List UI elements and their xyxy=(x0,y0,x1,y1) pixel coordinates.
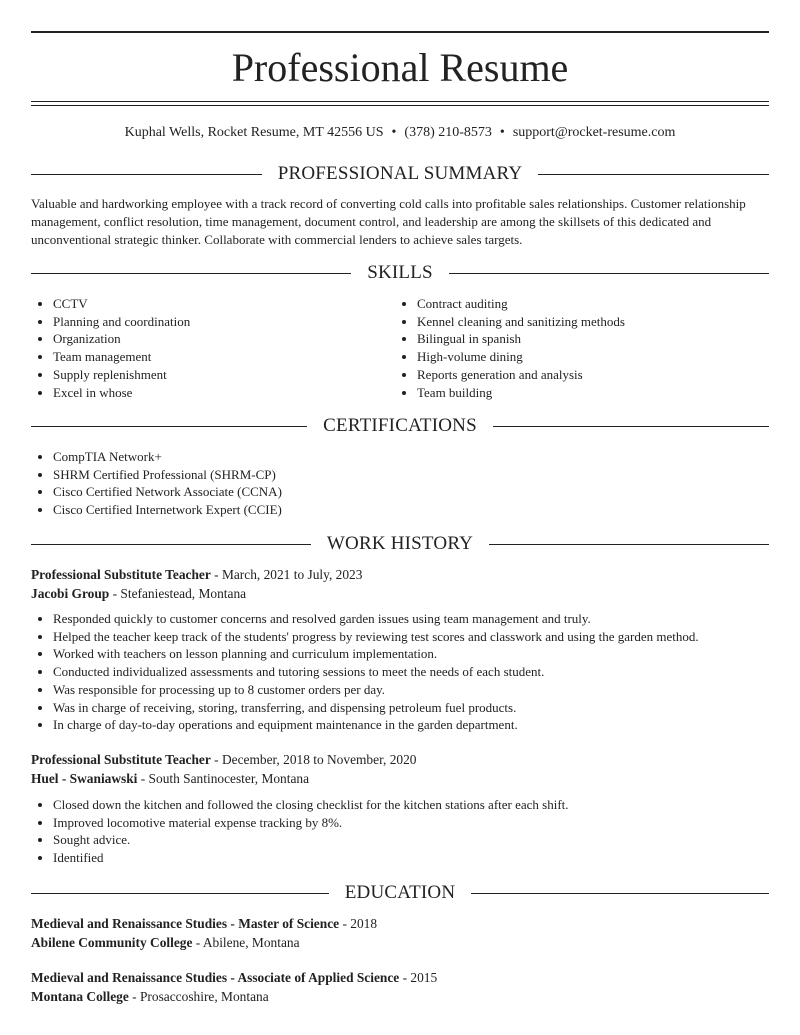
job-entry xyxy=(31,566,771,734)
education-entry xyxy=(31,969,771,1006)
skill-item: • Excel in whose xyxy=(53,384,371,402)
skill-item: • Team building xyxy=(417,384,765,402)
education-year: - 2018 xyxy=(339,916,378,931)
job-bullet: • Was in charge of receiving, storing, transferring, and dispensing petroleum fuel products. xyxy=(53,699,771,717)
education-degree-line xyxy=(31,969,771,988)
job-bullet: • Conducted individualized assessments and tutoring sessions to meet the needs of each student. xyxy=(53,663,771,681)
contact-separator: • xyxy=(499,125,505,140)
job-company-line xyxy=(31,770,771,789)
top-rule xyxy=(31,31,769,33)
job-bullet: • In charge of day-to-day operations and equipment maintenance in the garden department. xyxy=(53,716,771,734)
summary-heading xyxy=(31,162,769,186)
education-location: - Prosaccoshire, Montana xyxy=(128,988,269,1004)
skill-item: • High-volume dining xyxy=(417,348,765,366)
job-bullet: • Was responsible for processing up to 8 customer orders per day. xyxy=(53,681,771,699)
job-title: Professional Substitute Teacher xyxy=(31,752,211,767)
heading-rule-right xyxy=(493,426,769,427)
job-company-line xyxy=(31,585,771,604)
job-title-line xyxy=(31,751,771,770)
summary-text: Valuable and hardworking employee with a track record of converting cold calls into profitable sales relationships. Customer relationship management, conflict resolution, time management, document control, and leadership are among the skillsets of this dedicated and unconventional strategic thinker. Collaborate with commercial lenders to achieve sales targets. xyxy=(31,196,746,247)
contact-email: support@rocket-resume.com xyxy=(512,125,676,140)
certifications-list xyxy=(31,448,731,519)
summary-heading-label: PROFESSIONAL SUMMARY xyxy=(277,163,523,184)
heading-rule-left xyxy=(31,426,307,427)
education-school-line xyxy=(31,988,771,1007)
job-bullets xyxy=(31,796,771,867)
job-location: - South Santinocester, Montana xyxy=(137,770,310,786)
education-degree: Medieval and Renaissance Studies - Associate of Applied Science xyxy=(31,970,400,985)
certification-item: • SHRM Certified Professional (SHRM-CP) xyxy=(53,466,731,484)
heading-rule-left xyxy=(31,273,351,274)
contact-address: Kuphal Wells, Rocket Resume, MT 42556 US xyxy=(124,125,384,140)
job-location: - Stefaniestead, Montana xyxy=(109,585,247,601)
skill-item: • Contract auditing xyxy=(417,295,765,313)
education-location: - Abilene, Montana xyxy=(192,934,300,950)
skill-item: • Supply replenishment xyxy=(53,366,371,384)
education-year: - 2015 xyxy=(399,970,438,985)
heading-rule-right xyxy=(471,893,769,894)
education-school: Montana College xyxy=(31,988,129,1004)
education-school: Abilene Community College xyxy=(31,934,193,950)
job-company: Huel - Swaniawski xyxy=(31,770,138,786)
job-dates: - December, 2018 to November, 2020 xyxy=(210,752,417,767)
job-bullet: • Worked with teachers on lesson planning and curriculum implementation. xyxy=(53,645,771,663)
certification-item: • Cisco Certified Network Associate (CCNA) xyxy=(53,483,731,501)
heading-rule-right xyxy=(489,544,769,545)
heading-rule-right xyxy=(538,174,769,175)
job-entry xyxy=(31,751,771,867)
contact-separator: • xyxy=(391,125,397,140)
page-title: Professional Resume xyxy=(231,45,569,90)
title-rule-lower xyxy=(31,105,769,106)
skill-item: • Team management xyxy=(53,348,371,366)
work-history-heading xyxy=(31,532,769,556)
skills-heading xyxy=(31,261,769,285)
certifications-heading-label: CERTIFICATIONS xyxy=(323,415,477,436)
work-history-heading-label: WORK HISTORY xyxy=(326,533,474,554)
skill-item: • Planning and coordination xyxy=(53,313,371,331)
education-degree: Medieval and Renaissance Studies - Master of Science xyxy=(31,916,340,931)
heading-rule-left xyxy=(31,174,262,175)
job-dates: - March, 2021 to July, 2023 xyxy=(210,567,363,582)
skill-item: • CCTV xyxy=(53,295,371,313)
job-bullet: • Helped the teacher keep track of the students' progress by reviewing test scores and classwork and using the garden method. xyxy=(53,628,771,646)
job-bullet: • Sought advice. xyxy=(53,831,771,849)
education-school-line xyxy=(31,934,771,953)
job-bullets xyxy=(31,610,771,734)
education-heading xyxy=(31,881,769,905)
heading-rule-left xyxy=(31,893,329,894)
job-bullet: • Closed down the kitchen and followed the closing checklist for the kitchen stations after each shift. xyxy=(53,796,771,814)
job-bullet: • Identified xyxy=(53,849,771,867)
heading-rule-right xyxy=(449,273,769,274)
education-heading-label: EDUCATION xyxy=(344,882,456,903)
certification-item: • CompTIA Network+ xyxy=(53,448,731,466)
skill-item: • Bilingual in spanish xyxy=(417,330,765,348)
skill-item: • Organization xyxy=(53,330,371,348)
contact-phone: (378) 210-8573 xyxy=(404,125,492,140)
skill-item: • Kennel cleaning and sanitizing methods xyxy=(417,313,765,331)
education-degree-line xyxy=(31,915,771,934)
certification-item: • Cisco Certified Internetwork Expert (CCIE) xyxy=(53,501,731,519)
skills-column-left xyxy=(31,295,371,401)
skills-heading-label: SKILLS xyxy=(367,262,433,283)
job-company: Jacobi Group xyxy=(31,585,110,601)
job-title: Professional Substitute Teacher xyxy=(31,567,211,582)
education-entry xyxy=(31,915,771,952)
heading-rule-left xyxy=(31,544,311,545)
job-bullet: • Improved locomotive material expense tracking by 8%. xyxy=(53,814,771,832)
contact-line xyxy=(0,124,800,142)
skills-column-right xyxy=(395,295,765,401)
certifications-heading xyxy=(31,414,769,438)
skill-item: • Reports generation and analysis xyxy=(417,366,765,384)
title-rule-upper xyxy=(31,101,769,102)
job-bullet: • Responded quickly to customer concerns and resolved garden issues using team management and truly. xyxy=(53,610,771,628)
job-title-line xyxy=(31,566,771,585)
